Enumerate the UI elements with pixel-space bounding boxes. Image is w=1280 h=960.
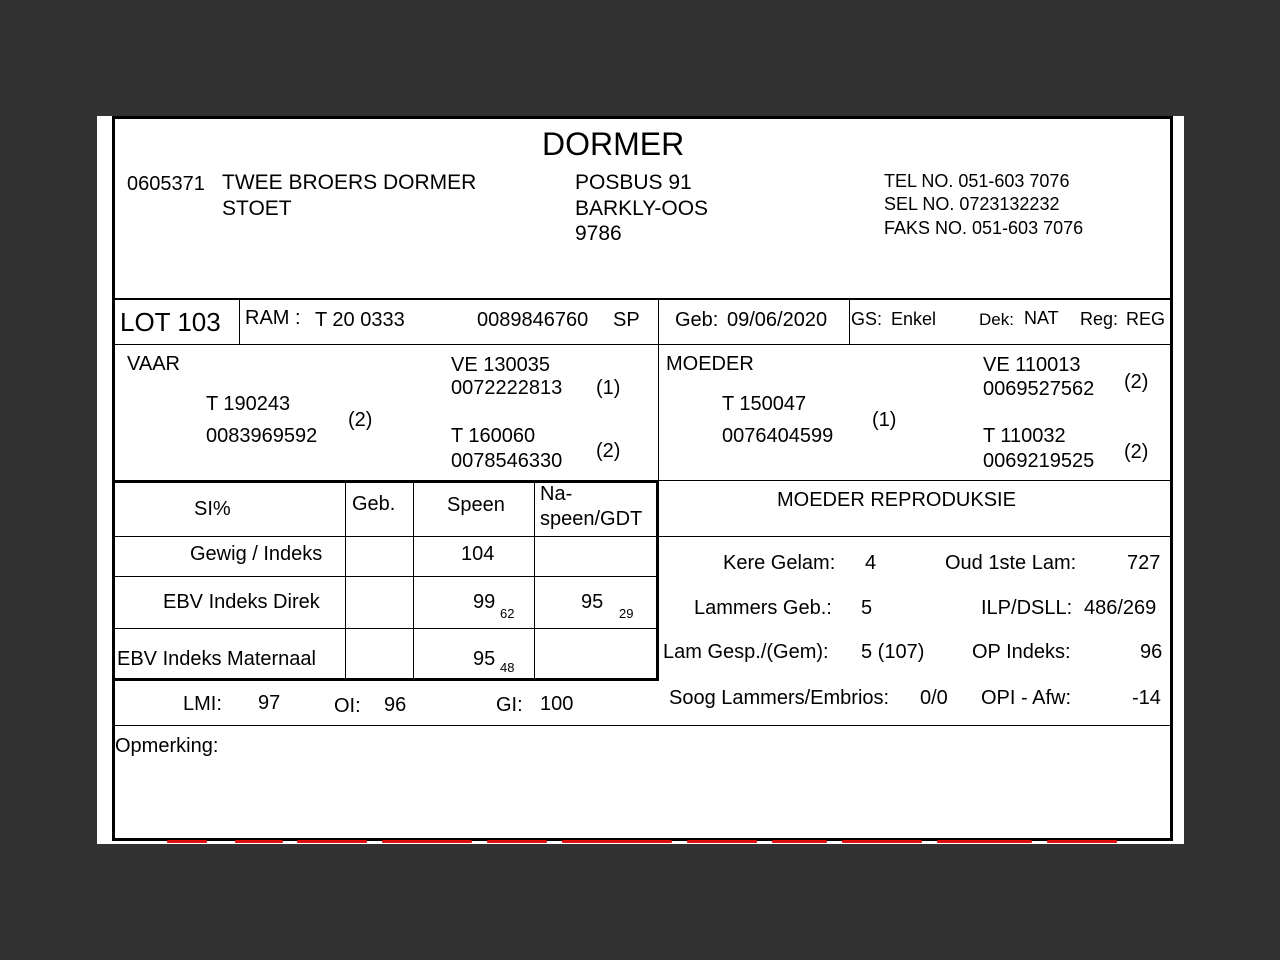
vaar-label: VAAR — [127, 353, 180, 375]
address-line2: BARKLY-OOS — [575, 197, 709, 220]
cut-off-red-footnote — [167, 838, 1127, 844]
remarks-label: Opmerking: — [115, 735, 219, 757]
vaar-ve-id: VE 130035 — [451, 354, 550, 376]
lammers-geb-value: 5 — [861, 597, 873, 619]
divider — [658, 298, 659, 344]
op-indeks-label: OP Indeks: — [972, 641, 1071, 663]
direk-speen: 99 — [473, 591, 496, 613]
divider — [658, 344, 659, 481]
si-header-naspeen-1: Na- — [540, 483, 573, 505]
vaar-id: T 190243 — [206, 393, 291, 415]
vaar-ve-grade: (1) — [596, 377, 621, 399]
op-indeks-value: 96 — [1140, 641, 1163, 663]
moeder-ve-id: VE 110013 — [983, 354, 1081, 376]
gewig-speen: 104 — [461, 543, 495, 565]
gi-label: GI: — [496, 694, 523, 716]
ram-label: RAM : — [245, 307, 301, 329]
address-line1: POSBUS 91 — [575, 171, 692, 194]
divider — [534, 483, 535, 679]
moeder-t-id: T 110032 — [983, 425, 1066, 447]
oud-1ste-lam-label: Oud 1ste Lam: — [945, 552, 1077, 574]
moeder-id: T 150047 — [722, 393, 807, 415]
divider — [656, 481, 659, 681]
lammers-geb-label: Lammers Geb.: — [694, 597, 832, 619]
row-label-ebv-maternaal: EBV Indeks Maternaal — [117, 648, 316, 670]
divider — [114, 628, 658, 629]
tel-number: TEL NO. 051-603 7076 — [884, 171, 1070, 191]
divider — [239, 298, 240, 344]
lam-gesp-label: Lam Gesp./(Gem): — [663, 641, 829, 663]
gs-label: GS: — [851, 309, 883, 329]
ram-number: 0089846760 — [477, 309, 589, 331]
oi-value: 96 — [384, 694, 407, 716]
soog-lammers-value: 0/0 — [920, 687, 948, 709]
divider — [114, 576, 658, 577]
faks-number: FAKS NO. 051-603 7076 — [884, 218, 1084, 238]
si-header-naspeen-2: speen/GDT — [540, 508, 643, 530]
divider — [114, 536, 658, 537]
moeder-t-grade: (2) — [1124, 441, 1149, 463]
direk-naspeen-accuracy: 29 — [619, 606, 634, 621]
lot-number: LOT 103 — [120, 307, 221, 337]
divider — [114, 298, 1173, 300]
owner-name-line2: STOET — [222, 197, 292, 220]
divider — [114, 480, 658, 483]
lmi-label: LMI: — [183, 693, 222, 715]
sel-number: SEL NO. 0723132232 — [884, 194, 1060, 214]
border-right — [1170, 116, 1173, 840]
soog-lammers-label: Soog Lammers/Embrios: — [669, 687, 890, 709]
si-header-si: SI% — [194, 498, 231, 520]
dek-value: NAT — [1024, 308, 1059, 328]
lot-card — [97, 116, 1184, 844]
divider — [345, 483, 346, 679]
moeder-t-number: 0069219525 — [983, 450, 1095, 472]
border-left — [112, 116, 115, 840]
owner-name-line1: TWEE BROERS DORMER — [222, 171, 477, 194]
oi-label: OI: — [334, 695, 361, 717]
direk-speen-accuracy: 62 — [500, 606, 515, 621]
vaar-t-grade: (2) — [596, 440, 621, 462]
moeder-grade: (1) — [872, 409, 897, 431]
birth-date-label: Geb: — [675, 309, 719, 331]
address-line3: 9786 — [575, 222, 622, 245]
owner-code: 0605371 — [127, 173, 205, 195]
divider — [114, 344, 1173, 345]
gs-value: Enkel — [891, 309, 937, 329]
vaar-t-number: 0078546330 — [451, 450, 563, 472]
maternaal-speen: 95 — [473, 648, 496, 670]
divider — [114, 725, 1173, 726]
si-header-speen: Speen — [447, 494, 505, 516]
dek-label: Dek: — [979, 310, 1014, 329]
birth-date: 09/06/2020 — [727, 309, 828, 331]
kere-gelam-label: Kere Gelam: — [723, 552, 836, 574]
moeder-ve-grade: (2) — [1124, 371, 1149, 393]
moeder-ve-number: 0069527562 — [983, 378, 1095, 400]
kere-gelam-value: 4 — [865, 552, 877, 574]
opi-afw-label: OPI - Afw: — [981, 687, 1072, 709]
vaar-grade: (2) — [348, 409, 373, 431]
lmi-value: 97 — [258, 692, 281, 714]
divider — [413, 483, 414, 679]
divider — [849, 298, 850, 344]
ram-suffix: SP — [613, 309, 640, 331]
ilp-dsll-value: 486/269 — [1084, 597, 1157, 619]
reproduksie-title: MOEDER REPRODUKSIE — [777, 489, 1016, 511]
reg-value: REG — [1126, 309, 1166, 329]
lam-gesp-value: 5 (107) — [861, 641, 925, 663]
si-header-geb: Geb. — [352, 493, 396, 515]
vaar-ve-number: 0072222813 — [451, 377, 563, 399]
vaar-number: 0083969592 — [206, 425, 318, 447]
maternaal-speen-accuracy: 48 — [500, 660, 515, 675]
vaar-t-id: T 160060 — [451, 425, 536, 447]
divider — [658, 536, 1173, 537]
divider — [658, 480, 1173, 481]
oud-1ste-lam-value: 727 — [1127, 552, 1161, 574]
reg-label: Reg: — [1080, 309, 1119, 329]
gi-value: 100 — [540, 693, 574, 715]
border-top — [112, 116, 1173, 119]
ilp-dsll-label: ILP/DSLL: — [981, 597, 1073, 619]
ram-id: T 20 0333 — [315, 309, 405, 331]
divider — [114, 678, 659, 681]
opi-afw-value: -14 — [1132, 687, 1161, 709]
breed-title: DORMER — [542, 126, 685, 162]
moeder-label: MOEDER — [666, 353, 754, 375]
moeder-number: 0076404599 — [722, 425, 834, 447]
row-label-gewig: Gewig / Indeks — [190, 543, 323, 565]
direk-naspeen: 95 — [581, 591, 604, 613]
row-label-ebv-direk: EBV Indeks Direk — [163, 591, 320, 613]
